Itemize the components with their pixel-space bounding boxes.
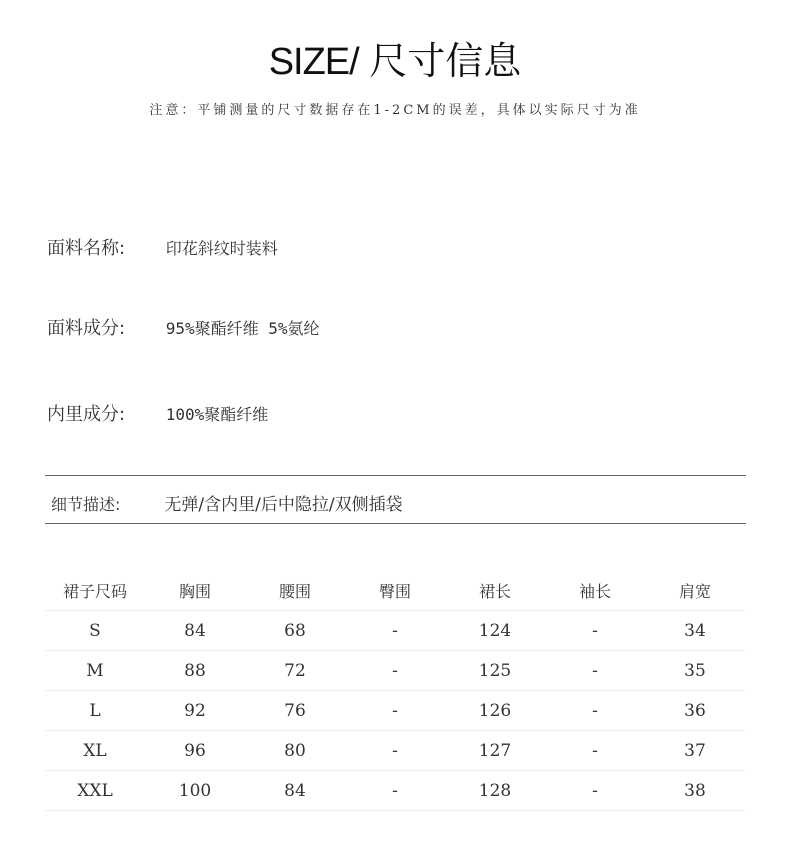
table-cell: 80 [245, 731, 345, 771]
table-cell: - [345, 691, 445, 731]
table-row [45, 771, 745, 811]
page-title [0, 30, 790, 85]
lining-composition-row [47, 400, 268, 426]
fabric-name-row [47, 234, 278, 260]
header-waist: 腰围 [245, 570, 345, 611]
table-cell: 92 [145, 691, 245, 731]
table-cell: 84 [245, 771, 345, 811]
table-cell: 88 [145, 651, 245, 691]
table-cell: - [545, 691, 645, 731]
measurement-note: 注意：平铺测量的尺寸数据存在1-2CM的误差，具体以实际尺寸为准 [149, 103, 641, 118]
title-chinese: 尺寸信息 [369, 41, 522, 83]
details-label: 细节描述: [51, 495, 121, 514]
table-cell: - [545, 731, 645, 771]
table-cell: 128 [445, 771, 545, 811]
table-cell: 124 [445, 611, 545, 651]
header-hip: 臀围 [345, 570, 445, 611]
header-sleeve: 袖长 [545, 570, 645, 611]
table-cell: - [545, 771, 645, 811]
table-cell: 96 [145, 731, 245, 771]
table-cell: 126 [445, 691, 545, 731]
table-cell: 76 [245, 691, 345, 731]
divider-top [45, 475, 746, 476]
table-cell: 35 [645, 651, 745, 691]
table-cell: 34 [645, 611, 745, 651]
header-length: 裙长 [445, 570, 545, 611]
table-cell: 84 [145, 611, 245, 651]
header-size: 裙子尺码 [45, 570, 145, 611]
table-cell: XL [45, 731, 145, 771]
table-cell: M [45, 651, 145, 691]
table-cell: XXL [45, 771, 145, 811]
fabric-composition-value: 95%聚酯纤维 5%氨纶 [165, 319, 320, 338]
table-cell: - [345, 651, 445, 691]
table-cell: - [545, 651, 645, 691]
table-cell: - [345, 771, 445, 811]
table-cell: 36 [645, 691, 745, 731]
lining-composition-label: 内里成分: [47, 404, 126, 425]
table-cell: - [545, 611, 645, 651]
fabric-composition-row [47, 314, 320, 340]
details-row [51, 490, 403, 515]
divider-bottom [45, 523, 746, 524]
header-shoulder: 肩宽 [645, 570, 745, 611]
title-latin: SIZE/ [268, 41, 359, 83]
lining-composition-value: 100%聚酯纤维 [165, 405, 269, 424]
table-row [45, 651, 745, 691]
table-cell: 127 [445, 731, 545, 771]
table-cell: S [45, 611, 145, 651]
table-row [45, 611, 745, 651]
table-cell: - [345, 731, 445, 771]
table-row [45, 691, 745, 731]
table-cell: 100 [145, 771, 245, 811]
details-value: 无弹/含内里/后中隐拉/双侧插袋 [164, 495, 403, 515]
table-cell: 125 [445, 651, 545, 691]
fabric-composition-label: 面料成分: [47, 318, 126, 339]
fabric-name-value: 印花斜纹时装料 [165, 239, 278, 258]
table-cell: L [45, 691, 145, 731]
table-cell: 38 [645, 771, 745, 811]
table-cell: 37 [645, 731, 745, 771]
size-table [45, 570, 745, 811]
size-table-header-row [45, 570, 745, 611]
table-cell: 72 [245, 651, 345, 691]
fabric-name-label: 面料名称: [47, 238, 126, 259]
header-bust: 胸围 [145, 570, 245, 611]
table-cell: - [345, 611, 445, 651]
table-row [45, 731, 745, 771]
table-cell: 68 [245, 611, 345, 651]
